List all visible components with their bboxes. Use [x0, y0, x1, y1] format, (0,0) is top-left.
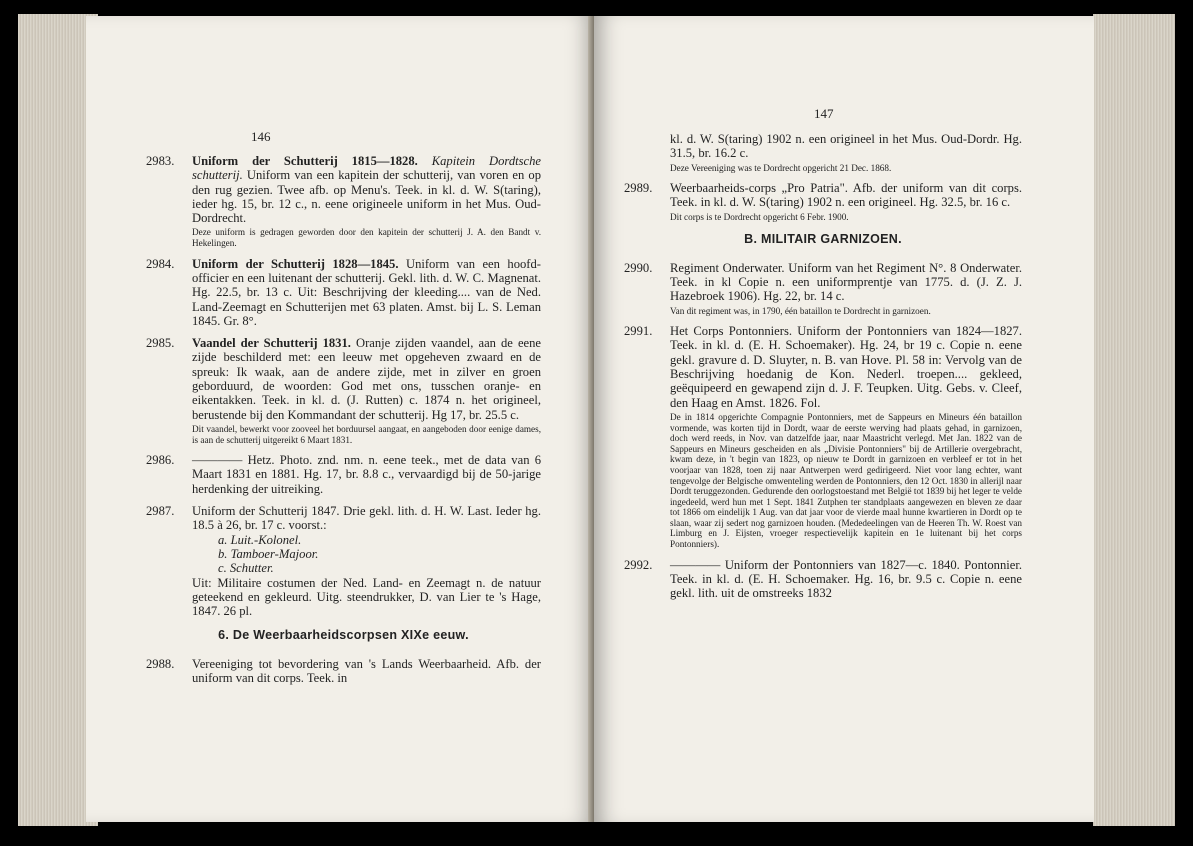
entry-body: Vereeniging tot bevordering van 's Lands Weerbaarheid. Afb. der uniform van dit corps. Teek. in [192, 656, 541, 685]
entry-note: Deze uniform is gedragen geworden door den kapitein der schutterij J. A. den Bandt v. Hekelingen. [192, 227, 541, 249]
entry-body: ———— Uniform der Pontonniers van 1827—c. 1840. Pontonnier. Teek. in kl. d. (E. H. Schoemaker. Hg. 16, br. 9.5 c. Copie n. eene gekl. lith. uit de omstreeks 1832 [670, 557, 1022, 601]
catalog-entry-2992 [624, 558, 1022, 601]
entry-note: Dit corps is te Dordrecht opgericht 6 Febr. 1900. [670, 211, 849, 222]
catalog-entry-2983 [146, 154, 541, 249]
entry-note: Dit vaandel, bewerkt voor zooveel het borduursel aangaat, en aangeboden door eenige dames, is aan de schutterij uitgereikt 6 Maart 1831. [192, 423, 541, 445]
entry-number: 2992. [624, 557, 653, 572]
section-heading: 6. De Weerbaarheidscorpsen XIXe eeuw. [218, 628, 469, 643]
list-item: a. Luit.-Kolonel. [218, 532, 302, 547]
entry-note: De in 1814 opgerichte Compagnie Pontonniers, met de Sappeurs en Mineurs één bataillon vormende, was korten tijd in Dordt, waar de eerste werving had plaats gehad, in garnizoen, doch werd reeds, in Nov. van datzelfde jaar, naar Maastricht verlegd. Met Jan. 1822 van de Sappeurs en Mineurs gescheiden en als „Divisie Pontonniers" bij de Artillerie overgebracht, kwam deze, in 't begin van 1823, op nieuw te Dordt in garnizoen en verbleef er tot in het voorjaar van 1828, toen zij naar Antwerpen werd gedirigeerd. Niet voor lang echter, want tengevolge der Belgische omwenteling werden de Pontonniers, den 12 Oct. 1830 in allerijl naar Dordt teruggezonden. Gedurende den oorlogstoestand met België tot 1839 bij het leger te velde ingedeeld, werd hun met 1 Sept. 1841 Zutphen ter standplaats aangewezen en bleven ze daar tot 1866 om eindelijk 1 Aug. van dat jaar voor de vierde maal hunne kwartieren in Dordt op te slaan, waar zij sedert nog garnizoen houden. (Mededeelingen van de Heeren Th. W. Roest van Limburg en J. Eijsten, vroeger respectievelijk kapitein en 1e luitenant bij het corps Pontonniers). [670, 411, 1022, 550]
entry-title: Vaandel der Schutterij 1831. [192, 336, 351, 351]
entry-subtitle: Kapitein Dordtsche schutterij. [192, 154, 541, 183]
left-page [86, 16, 594, 822]
right-page [594, 16, 1094, 822]
section-heading: B. MILITAIR GARNIZOEN. [744, 232, 902, 247]
page-number: 146 [251, 129, 271, 144]
entry-number: 2984. [146, 256, 175, 271]
entry-body: Uniform van een hoofd-officier en een luitenant der schutterij. Gekl. lith. d. W. C. Magnenat. Hg. 22.5, br. 13 c. Uit: Beschrijving der kleeding.... van de Ned. Land-Zeemagt en Schutterijen met 63 platen. Amst. bij L. S. Leman 1845. Gr. 8°. [192, 256, 541, 328]
entry-title: Uniform der Schutterij 1815—1828. [192, 154, 418, 168]
entry-body: Uniform der Schutterij 1847. Drie gekl. lith. d. H. W. Last. Ieder hg. 18.5 à 26, br. 17 c. voorst.: [192, 504, 541, 533]
entry-body: Uniform van een kapitein der schutterij, van voren en op den rug gezien. Twee afb. op Menu's. Teek. in kl. d. W. S(taring), ieder hg. 15, br. 12 c., n. eene origineele uniform in het Mus. Oud-Dordrecht. [192, 168, 541, 226]
entry-note: Van dit regiment was, in 1790, één bataillon te Dordrecht in garnizoen. [670, 305, 931, 316]
entry-number: 2985. [146, 336, 175, 351]
entry-number: 2990. [624, 260, 653, 275]
catalog-entry-2988 [146, 657, 541, 686]
entry-number: 2986. [146, 453, 175, 468]
entry-number: 2987. [146, 504, 175, 519]
entry-body: Het Corps Pontonniers. Uniform der Pontonniers van 1824—1827. Teek. in kl. d. (E. H. Schoemaker). Hg. 24, br 19 c. Copie n. eene gekl. gravure d. D. Sluyter, n. B. van Hove. Pl. 58 in: Vervolg van de Beschrijving hoedanig de Kon. Nederl. troepen.... gekleed, geëquipeerd en gewapend zijn d. J. F. Teupken. Uitg. Gebs. v. Cleef, den Haag en Amst. 1826. Fol. [670, 324, 1022, 410]
list-item: b. Tamboer-Majoor. [218, 546, 319, 561]
entry-body: kl. d. W. S(taring) 1902 n. een origineel in het Mus. Oud-Dordr. Hg. 31.5, br. 16.2 c. [670, 132, 1022, 161]
catalog-entry-2989 [624, 181, 1022, 222]
entry-number: 2983. [146, 154, 175, 168]
entry-source: Uit: Militaire costumen der Ned. Land- en Zeemagt n. de natuur geteekend en gekleurd. Uitg. steendrukker, D. van Lier te 's Hage, 1847. 26 pl. [192, 575, 541, 619]
catalog-entry-2984 [146, 257, 541, 328]
catalog-entry-2985 [146, 336, 541, 445]
right-page-edges [1093, 14, 1175, 826]
list-item: c. Schutter. [218, 561, 274, 576]
catalog-entry-continuation [624, 132, 1022, 173]
catalog-entry-2990 [624, 261, 1022, 316]
entry-body: Oranje zijden vaandel, aan de eene zijde beschilderd met: een leeuw met opgeheven zwaard en de spreuk: Ik waak, aan de andere zijde, met in zilver en groen geborduurd, de woorden: God met ons, tusschen oranje- en eikentakken. Teek. in kl. d. (J. Rutten) c. 1874 n. het origineel, berustende bij den Kommandant der schutterij. Hg 17, br. 25.5 c. [192, 336, 542, 422]
page-number: 147 [814, 106, 834, 121]
entry-body: Weerbaarheids-corps „Pro Patria". Afb. der uniform van dit corps. Teek. in kl. d. W. S(taring) 1902 n. een origineel. Hg. 32.5, br. 16 c. [670, 181, 1022, 210]
right-column [624, 132, 1022, 609]
entry-number: 2988. [146, 656, 175, 671]
entry-body: Regiment Onderwater. Uniform van het Regiment N°. 8 Onderwater. Teek. in kl Copie n. een uniformprentje van 1775. d. (J. Z. J. Hazebroek 1906). Hg. 22, br. 14 c. [670, 260, 1022, 304]
catalog-entry-2991 [624, 324, 1022, 550]
entry-title: Uniform der Schutterij 1828—1845. [192, 256, 399, 271]
left-column [146, 154, 541, 693]
entry-number: 2991. [624, 324, 653, 339]
entry-body: ———— Hetz. Photo. znd. nm. n. eene teek., met de data van 6 Maart 1831 en 1881. Hg. 17, br. 8.8 c., vervaardigd bij de 50-jarige herdenking der uitreiking. [192, 453, 541, 496]
entry-note: Deze Vereeniging was te Dordrecht opgericht 21 Dec. 1868. [670, 162, 892, 173]
entry-number: 2989. [624, 181, 653, 196]
catalog-entry-2986 [146, 453, 541, 496]
catalog-entry-2987 [146, 504, 541, 618]
